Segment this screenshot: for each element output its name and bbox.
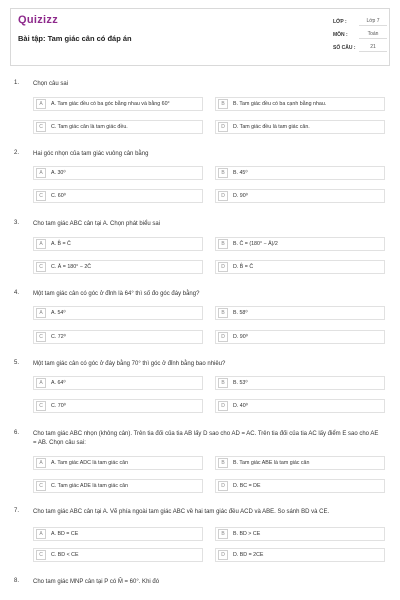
q1-option-b[interactable] bbox=[215, 97, 385, 111]
option-letter: D bbox=[218, 122, 228, 132]
q4-option-b[interactable] bbox=[215, 306, 385, 320]
option-text: C. 60⁰ bbox=[51, 193, 66, 199]
q5-option-a[interactable] bbox=[33, 376, 203, 390]
meta-label: LỚP : bbox=[333, 18, 347, 25]
option-text: C. Tam giác cân là tam giác đều. bbox=[51, 124, 128, 130]
option-text: C. 72⁰ bbox=[51, 334, 66, 340]
question-number: 2. bbox=[14, 150, 20, 156]
option-text: B. BD > CE bbox=[233, 531, 261, 537]
option-text: A. Tam giác ADC là tam giác cân bbox=[51, 460, 129, 466]
option-text: D. 90⁰ bbox=[233, 334, 248, 340]
option-letter: D bbox=[218, 550, 228, 560]
meta-label: MÔN : bbox=[333, 31, 348, 38]
q5-option-d[interactable] bbox=[215, 399, 385, 413]
q4-option-a[interactable] bbox=[33, 306, 203, 320]
q7-option-d[interactable] bbox=[215, 548, 385, 562]
meta-value: Toán bbox=[359, 31, 387, 39]
option-letter: C bbox=[36, 122, 46, 132]
option-letter: D bbox=[218, 481, 228, 491]
option-letter: B bbox=[218, 529, 228, 539]
q3-option-b[interactable] bbox=[215, 237, 385, 251]
q6-option-c[interactable] bbox=[33, 479, 203, 493]
option-text: B. 45⁰ bbox=[233, 170, 248, 176]
option-letter: C bbox=[36, 401, 46, 411]
option-letter: B bbox=[218, 99, 228, 109]
option-text: A. B̂ = Ĉ bbox=[51, 241, 71, 247]
option-text: B. Tam giác ABE là tam giác cân bbox=[233, 460, 310, 466]
option-text: B. 58⁰ bbox=[233, 310, 248, 316]
option-letter: C bbox=[36, 481, 46, 491]
meta-value: 21 bbox=[359, 44, 387, 52]
question-text: Hai góc nhọn của tam giác vuông cân bằng bbox=[33, 151, 149, 157]
question-text: Cho tam giác MNP cân tại P có M̂ = 60°. Khi đó bbox=[33, 579, 160, 585]
option-text: D. BD = 2CE bbox=[233, 552, 264, 558]
q1-option-c[interactable] bbox=[33, 120, 203, 134]
question-text: Cho tam giác ABC cân tại A. Vẽ phía ngoài tam giác ABC về hai tam giác đều ACD và ABE. So sánh BD và CE. bbox=[33, 509, 330, 515]
option-text: D. 90⁰ bbox=[233, 193, 248, 199]
option-letter: B bbox=[218, 239, 228, 249]
worksheet-header bbox=[10, 8, 390, 66]
option-text: D. BC = DE bbox=[233, 483, 261, 489]
question-number: 3. bbox=[14, 220, 20, 226]
question-number: 7. bbox=[14, 508, 20, 514]
option-letter: A bbox=[36, 99, 46, 109]
question-number: 5. bbox=[14, 360, 20, 366]
option-letter: D bbox=[218, 401, 228, 411]
option-text: A. BD = CE bbox=[51, 531, 79, 537]
q3-option-a[interactable] bbox=[33, 237, 203, 251]
question-number: 8. bbox=[14, 578, 20, 584]
meta-value: Lớp 7 bbox=[359, 18, 387, 26]
q1-option-d[interactable] bbox=[215, 120, 385, 134]
q5-option-c[interactable] bbox=[33, 399, 203, 413]
worksheet-meta bbox=[333, 15, 387, 54]
option-letter: B bbox=[218, 378, 228, 388]
question-number: 1. bbox=[14, 80, 20, 86]
q2-option-c[interactable] bbox=[33, 189, 203, 203]
option-letter: C bbox=[36, 191, 46, 201]
option-text: A. Tam giác đều có ba góc bằng nhau và bằng 60° bbox=[51, 101, 170, 107]
option-text: A. 30⁰ bbox=[51, 170, 66, 176]
option-text: A. 64⁰ bbox=[51, 380, 66, 386]
question-text: Một tam giác cân có góc ở đỉnh là 64° thì số đo góc đáy bằng? bbox=[33, 291, 200, 297]
option-text: B. Ĉ = (180° − Â)/2 bbox=[233, 241, 278, 247]
option-letter: B bbox=[218, 168, 228, 178]
option-letter: A bbox=[36, 308, 46, 318]
option-text: B. 53⁰ bbox=[233, 380, 248, 386]
quizizz-logo: Quizizz bbox=[18, 14, 58, 26]
q3-option-c[interactable] bbox=[33, 260, 203, 274]
option-text: B. Tam giác đều có ba cạnh bằng nhau. bbox=[233, 101, 327, 107]
option-text: D. B̂ = Ĉ bbox=[233, 264, 254, 270]
worksheet-title: Bài tập: Tam giác cân có đáp án bbox=[18, 34, 132, 43]
option-text: D. Tam giác đều là tam giác cân. bbox=[233, 124, 310, 130]
q6-option-b[interactable] bbox=[215, 456, 385, 470]
option-letter: A bbox=[36, 378, 46, 388]
question-number: 4. bbox=[14, 290, 20, 296]
option-text: D. 40⁰ bbox=[233, 403, 248, 409]
option-letter: B bbox=[218, 458, 228, 468]
q6-option-a[interactable] bbox=[33, 456, 203, 470]
q7-option-c[interactable] bbox=[33, 548, 203, 562]
question-text: Chọn câu sai bbox=[33, 81, 69, 87]
q6-option-d[interactable] bbox=[215, 479, 385, 493]
option-text: A. 54⁰ bbox=[51, 310, 66, 316]
option-text: C. BD < CE bbox=[51, 552, 79, 558]
option-letter: A bbox=[36, 458, 46, 468]
meta-label: SỐ CÂU : bbox=[333, 44, 356, 51]
meta-row-subject bbox=[333, 28, 387, 41]
option-letter: A bbox=[36, 529, 46, 539]
option-letter: D bbox=[218, 332, 228, 342]
option-letter: D bbox=[218, 191, 228, 201]
question-text: Một tam giác cân có góc ở đáy bằng 70° thì góc ở đỉnh bằng bao nhiêu? bbox=[33, 361, 226, 367]
option-letter: B bbox=[218, 308, 228, 318]
q3-option-d[interactable] bbox=[215, 260, 385, 274]
option-letter: D bbox=[218, 262, 228, 272]
option-text: C. Tam giác ADE là tam giác cân bbox=[51, 483, 129, 489]
question-text: Cho tam giác ABC cân tại A. Chọn phát biểu sai bbox=[33, 221, 161, 227]
q7-option-a[interactable] bbox=[33, 527, 203, 541]
option-letter: A bbox=[36, 168, 46, 178]
q7-option-b[interactable] bbox=[215, 527, 385, 541]
option-letter: A bbox=[36, 239, 46, 249]
option-letter: C bbox=[36, 550, 46, 560]
q4-option-c[interactable] bbox=[33, 330, 203, 344]
q5-option-b[interactable] bbox=[215, 376, 385, 390]
option-text: C. Â = 180° − 2Ĉ bbox=[51, 264, 92, 270]
q1-option-a[interactable] bbox=[33, 97, 203, 111]
question-text: Cho tam giác ABC nhọn (không cân). Trên tia đối của tia AB lấy D sao cho AD = AC. Trên tia đối của tia AC lấy điểm E sao cho AE = AB. Chọn câu sai: bbox=[33, 431, 379, 446]
meta-row-class bbox=[333, 15, 387, 28]
question-number: 6. bbox=[14, 430, 20, 436]
q2-option-d[interactable] bbox=[215, 189, 385, 203]
meta-row-count bbox=[333, 41, 387, 54]
option-letter: C bbox=[36, 262, 46, 272]
q2-option-b[interactable] bbox=[215, 166, 385, 180]
option-letter: C bbox=[36, 332, 46, 342]
q2-option-a[interactable] bbox=[33, 166, 203, 180]
option-text: C. 70⁰ bbox=[51, 403, 66, 409]
q4-option-d[interactable] bbox=[215, 330, 385, 344]
